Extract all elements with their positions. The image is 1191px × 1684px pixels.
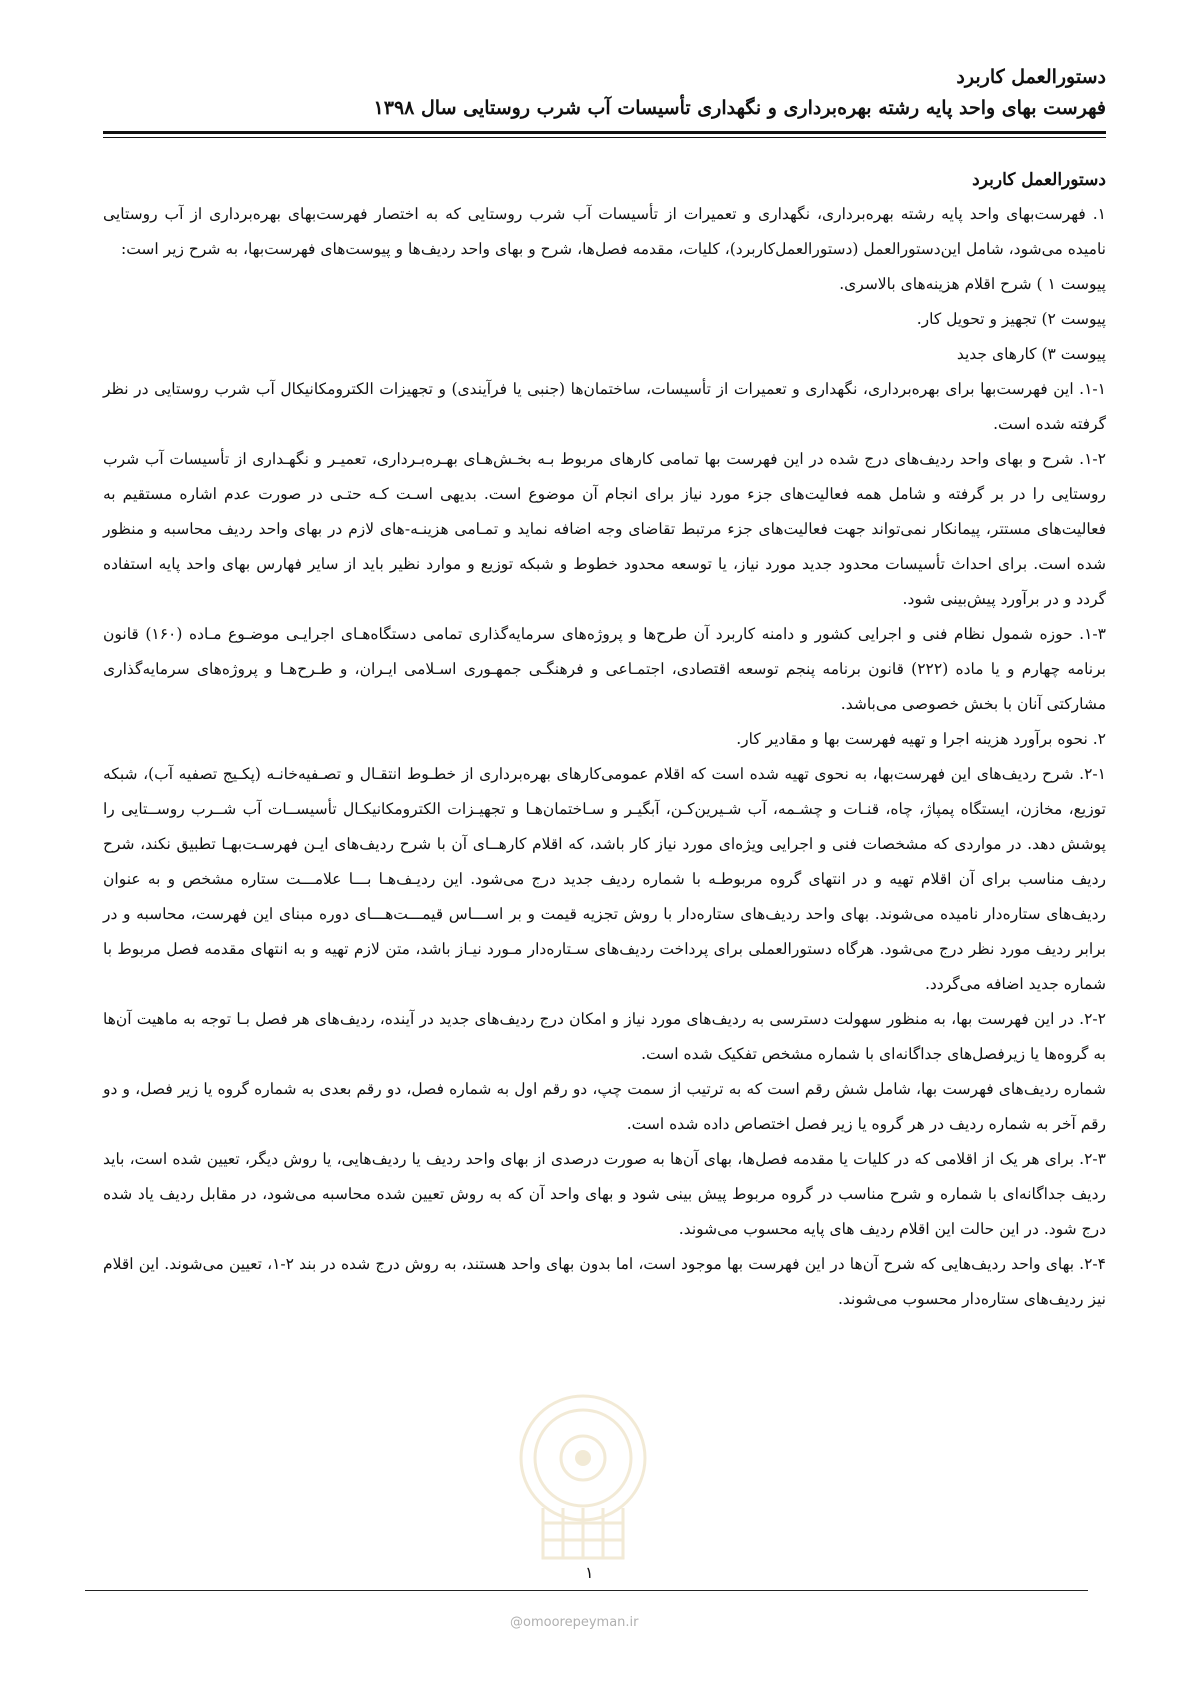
paragraph: ۱. فهرست‌بهای واحد پایه رشته بهره‌برداری، نگهداری و تعمیرات از تأسیسات آب شرب روستایی که به اختصار فهرست‌بهای بهره‌برداری از آب روستایی نامیده می‌شود، شامل این‌دستورالعمل (دستورالعمل‌کاربرد)، کلیات، مقدمه فصل‌ها، شرح و بهای واحد ردیف‌ها و پیوست‌های فهرست‌بها، به شرح زیر است: <box>103 205 1106 258</box>
website-watermark: @omoorepeyman.ir <box>510 1615 639 1630</box>
header-subtitle: فهرست بهای واحد پایه رشته بهره‌برداری و نگهداری تأسیسات آب شرب روستایی سال ۱۳۹۸ <box>373 97 1106 119</box>
paragraph: ۲-۴. بهای واحد ردیف‌هایی که شرح آن‌ها در این فهرست بها موجود است، اما بدون بهای واحد هستند، به روش درج شده در بند ۲-۱، تعیین می‌شوند. این اقلام نیز ردیف‌های ستاره‌دار محسوب می‌شوند. <box>103 1255 1106 1308</box>
document-body <box>103 163 1106 1317</box>
paragraph: ۲-۱. شرح ردیف‌های این فهرست‌بها، به نحوی تهیه شده است که اقلام عمومی‌کارهای بهره‌برداری از خطـوط انتقـال و تصـفیه‌خانـه (پکـیج تصفیه آب)، شبکه توزیع، مخازن، ایستگاه پمپاژ، چاه، قنـات و چشـمه، آب شـیرین‌کـن، آبگیـر و سـاختمان‌هـا و تجهیـزات الکترومکانیکـال تأسیســات آب شــرب روســتایی را پوشش دهد. در مواردی که مشخصات فنی و اجرایی ویژه‌ای مورد نیاز کار باشد، که اقلام کارهــای آن با شرح ردیف‌های ایـن فهرسـت‌بهـا تطبیق نکند، شرح ردیف مناسب برای آن اقلام تهیه و در انتهای گروه مربوطـه با شماره ردیف جدید درج می‌شود. این ردیـف‌هـا بـــا علامـــت ستاره مشخص و به عنوان ردیف‌های ستاره‌دار نامیده می‌شوند. بهای واحد ردیف‌های ستاره‌دار با روش تجزیه قیمت و بر اســـاس قیمـــت‌هـــای دوره مبنای این فهرست، محاسبه و در برابر ردیف مورد نظر درج می‌شود. هرگاه دستورالعملی برای پرداخت ردیف‌های سـتاره‌دار مـورد نیـاز باشد، متن لازم تهیه و به انتهای مقدمه فصل مربوط با شماره جدید اضافه می‌گردد. <box>103 765 1106 993</box>
paragraph: پیوست ۱ ) شرح اقلام هزینه‌های بالاسری. <box>839 275 1106 293</box>
footer-rule <box>85 1590 1088 1591</box>
paragraph: ۱-۳. حوزه شمول نظام فنی و اجرایی کشور و دامنه کاربرد آن طرح‌ها و پروژه‌های سرمایه‌گذاری تمامی دستگاه‌هـای اجرایـی موضـوع مـاده (۱۶۰) قانون برنامه چهارم و یا ماده (۲۲۲) قانون برنامه پنجم توسعه اقتصادی، اجتمـاعی و فرهنگـی جمهـوری اسـلامی ایـران، و طـرح‌هـا و پروژه‌های سرمایه‌گذاری مشارکتی آنان با بخش خصوصی می‌باشد. <box>103 625 1106 713</box>
paragraph: پیوست ۳) کارهای جدید <box>956 345 1106 363</box>
header-rule-thick <box>103 131 1106 134</box>
section-title: دستورالعمل کاربرد <box>972 170 1106 190</box>
paragraph: ۱-۲. شرح و بهای واحد ردیف‌های درج شده در این فهرست بها تمامی کارهای مربوط بـه بخـش‌هـای بهـره‌بـرداری، تعمیـر و نگهـداری از تأسیسات آب شرب روستایی را در بر گرفته و شامل همه فعالیت‌های جزء مورد نیاز برای انجام آن موضوع است. بدیهی اسـت کـه حتـی در صورت عدم اشاره مستقیم به فعالیت‌های مستتر، پیمانکار نمی‌تواند جهت فعالیت‌های جزء مرتبط تقاضای وجه اضافه نماید و تمـامی هزینـه-های لازم در بهای واحد ردیف محاسبه و منظور شده است. برای احداث تأسیسات محدود جدید مورد نیاز، یا توسعه محدود خطوط و شبکه توزیع و موارد نظیر باید از سایر فهارس بهای واحد پایه استفاده گردد و در برآورد پیش‌بینی شود. <box>103 450 1106 608</box>
paragraph: شماره ردیف‌های فهرست بها، شامل شش رقم است که به ترتیب از سمت چپ، دو رقم اول به شماره فصل، دو رقم بعدی به شماره گروه یا زیر فصل، و دو رقم آخر به شماره ردیف در هر گروه یا زیر فصل اختصاص داده شده است. <box>103 1080 1106 1133</box>
paragraph: ۲-۲. در این فهرست بها، به منظور سهولت دسترسی به ردیف‌های مورد نیاز و امکان درج ردیف‌های جدید در آینده، ردیف‌های هر فصل بـا توجه به ماهیت آن‌ها به گروه‌ها یا زیرفصل‌های جداگانه‌ای با شماره مشخص تفکیک شده است. <box>103 1010 1106 1063</box>
watermark-seal-icon <box>503 1378 663 1578</box>
paragraph: ۱-۱. این فهرست‌بها برای بهره‌برداری، نگهداری و تعمیرات از تأسیسات، ساختمان‌ها (جنبی یا فرآیندی) و تجهیزات الکترومکانیکال آب شرب روستایی در نظر گرفته شده است. <box>103 380 1106 433</box>
header-rule-thin <box>103 137 1106 138</box>
header-title: دستورالعمل کاربرد <box>956 66 1106 88</box>
paragraph: پیوست ۲) تجهیز و تحویل کار. <box>916 310 1106 328</box>
paragraph: ۲-۳. برای هر یک از اقلامی که در کلیات یا مقدمه فصل‌ها، بهای آن‌ها به صورت درصدی از بهای واحد ردیف یا ردیف‌هایی، یا روش دیگر، تعیین شده است، باید ردیف جداگانه‌ای با شماره و شرح مناسب در گروه مربوط پیش بینی شود و بهای واحد آن که به روش تعیین شده محاسبه می‌شود، در مقابل ردیف یاد شده درج شود. در این حالت این اقلام ردیف های پایه محسوب می‌شوند. <box>103 1150 1106 1238</box>
paragraph: ۲. نحوه برآورد هزینه اجرا و تهیه فهرست بها و مقادیر کار. <box>736 730 1106 748</box>
page-header <box>103 62 1106 124</box>
page-number: ۱ <box>585 1563 594 1582</box>
